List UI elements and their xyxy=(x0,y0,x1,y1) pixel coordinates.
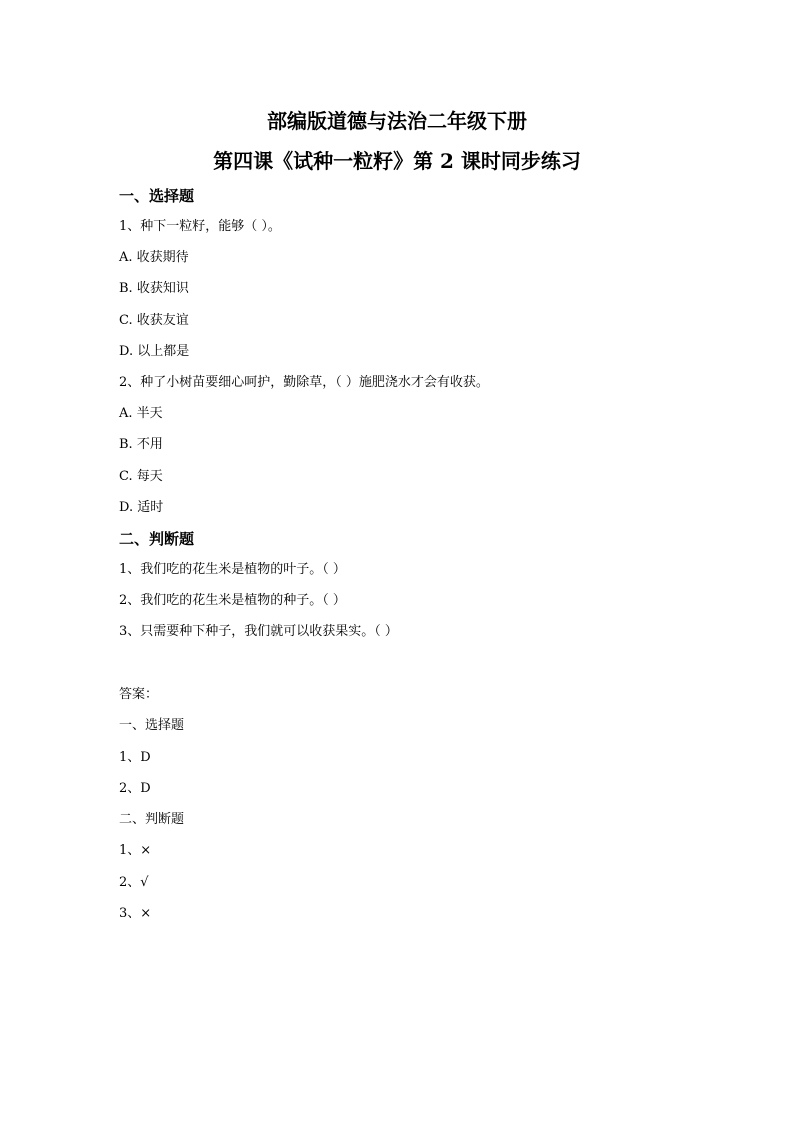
question-option: D. 适时 xyxy=(119,500,164,515)
answer-item: 2、√ xyxy=(119,875,149,890)
question-stem: 2、种了小树苗要细心呵护，勤除草，（ ）施肥浇水才会有收获。 xyxy=(119,375,489,390)
section-heading-judgement: 二、判断题 xyxy=(119,530,195,548)
answer-item: 3、× xyxy=(119,906,152,921)
document-title: 部编版道德与法治二年级下册 xyxy=(267,109,527,133)
judgement-question: 3、只需要种下种子，我们就可以收获果实。（ ） xyxy=(119,624,398,639)
question-option: D. 以上都是 xyxy=(119,344,190,359)
answer-item: 1、D xyxy=(119,750,151,765)
question-option: A. 半天 xyxy=(119,406,163,421)
answer-item: 1、× xyxy=(119,843,152,858)
question-stem: 1、种下一粒籽，能够（ ）。 xyxy=(119,219,281,234)
answers-section-heading: 二、判断题 xyxy=(119,812,185,827)
judgement-question: 1、我们吃的花生米是植物的叶子。（ ） xyxy=(119,562,346,577)
question-option: C. 收获友谊 xyxy=(119,313,189,328)
answers-section-heading: 一、选择题 xyxy=(119,718,185,733)
answer-item: 2、D xyxy=(119,781,151,796)
question-option: B. 不用 xyxy=(119,437,163,452)
question-option: A. 收获期待 xyxy=(119,250,189,265)
document-subtitle: 第四课《试种一粒籽》第 2 课时同步练习 xyxy=(213,149,581,173)
answers-label: 答案： xyxy=(119,687,159,702)
question-option: C. 每天 xyxy=(119,469,163,484)
judgement-question: 2、我们吃的花生米是植物的种子。（ ） xyxy=(119,593,346,608)
question-option: B. 收获知识 xyxy=(119,281,189,296)
section-heading-choice: 一、选择题 xyxy=(119,187,195,205)
